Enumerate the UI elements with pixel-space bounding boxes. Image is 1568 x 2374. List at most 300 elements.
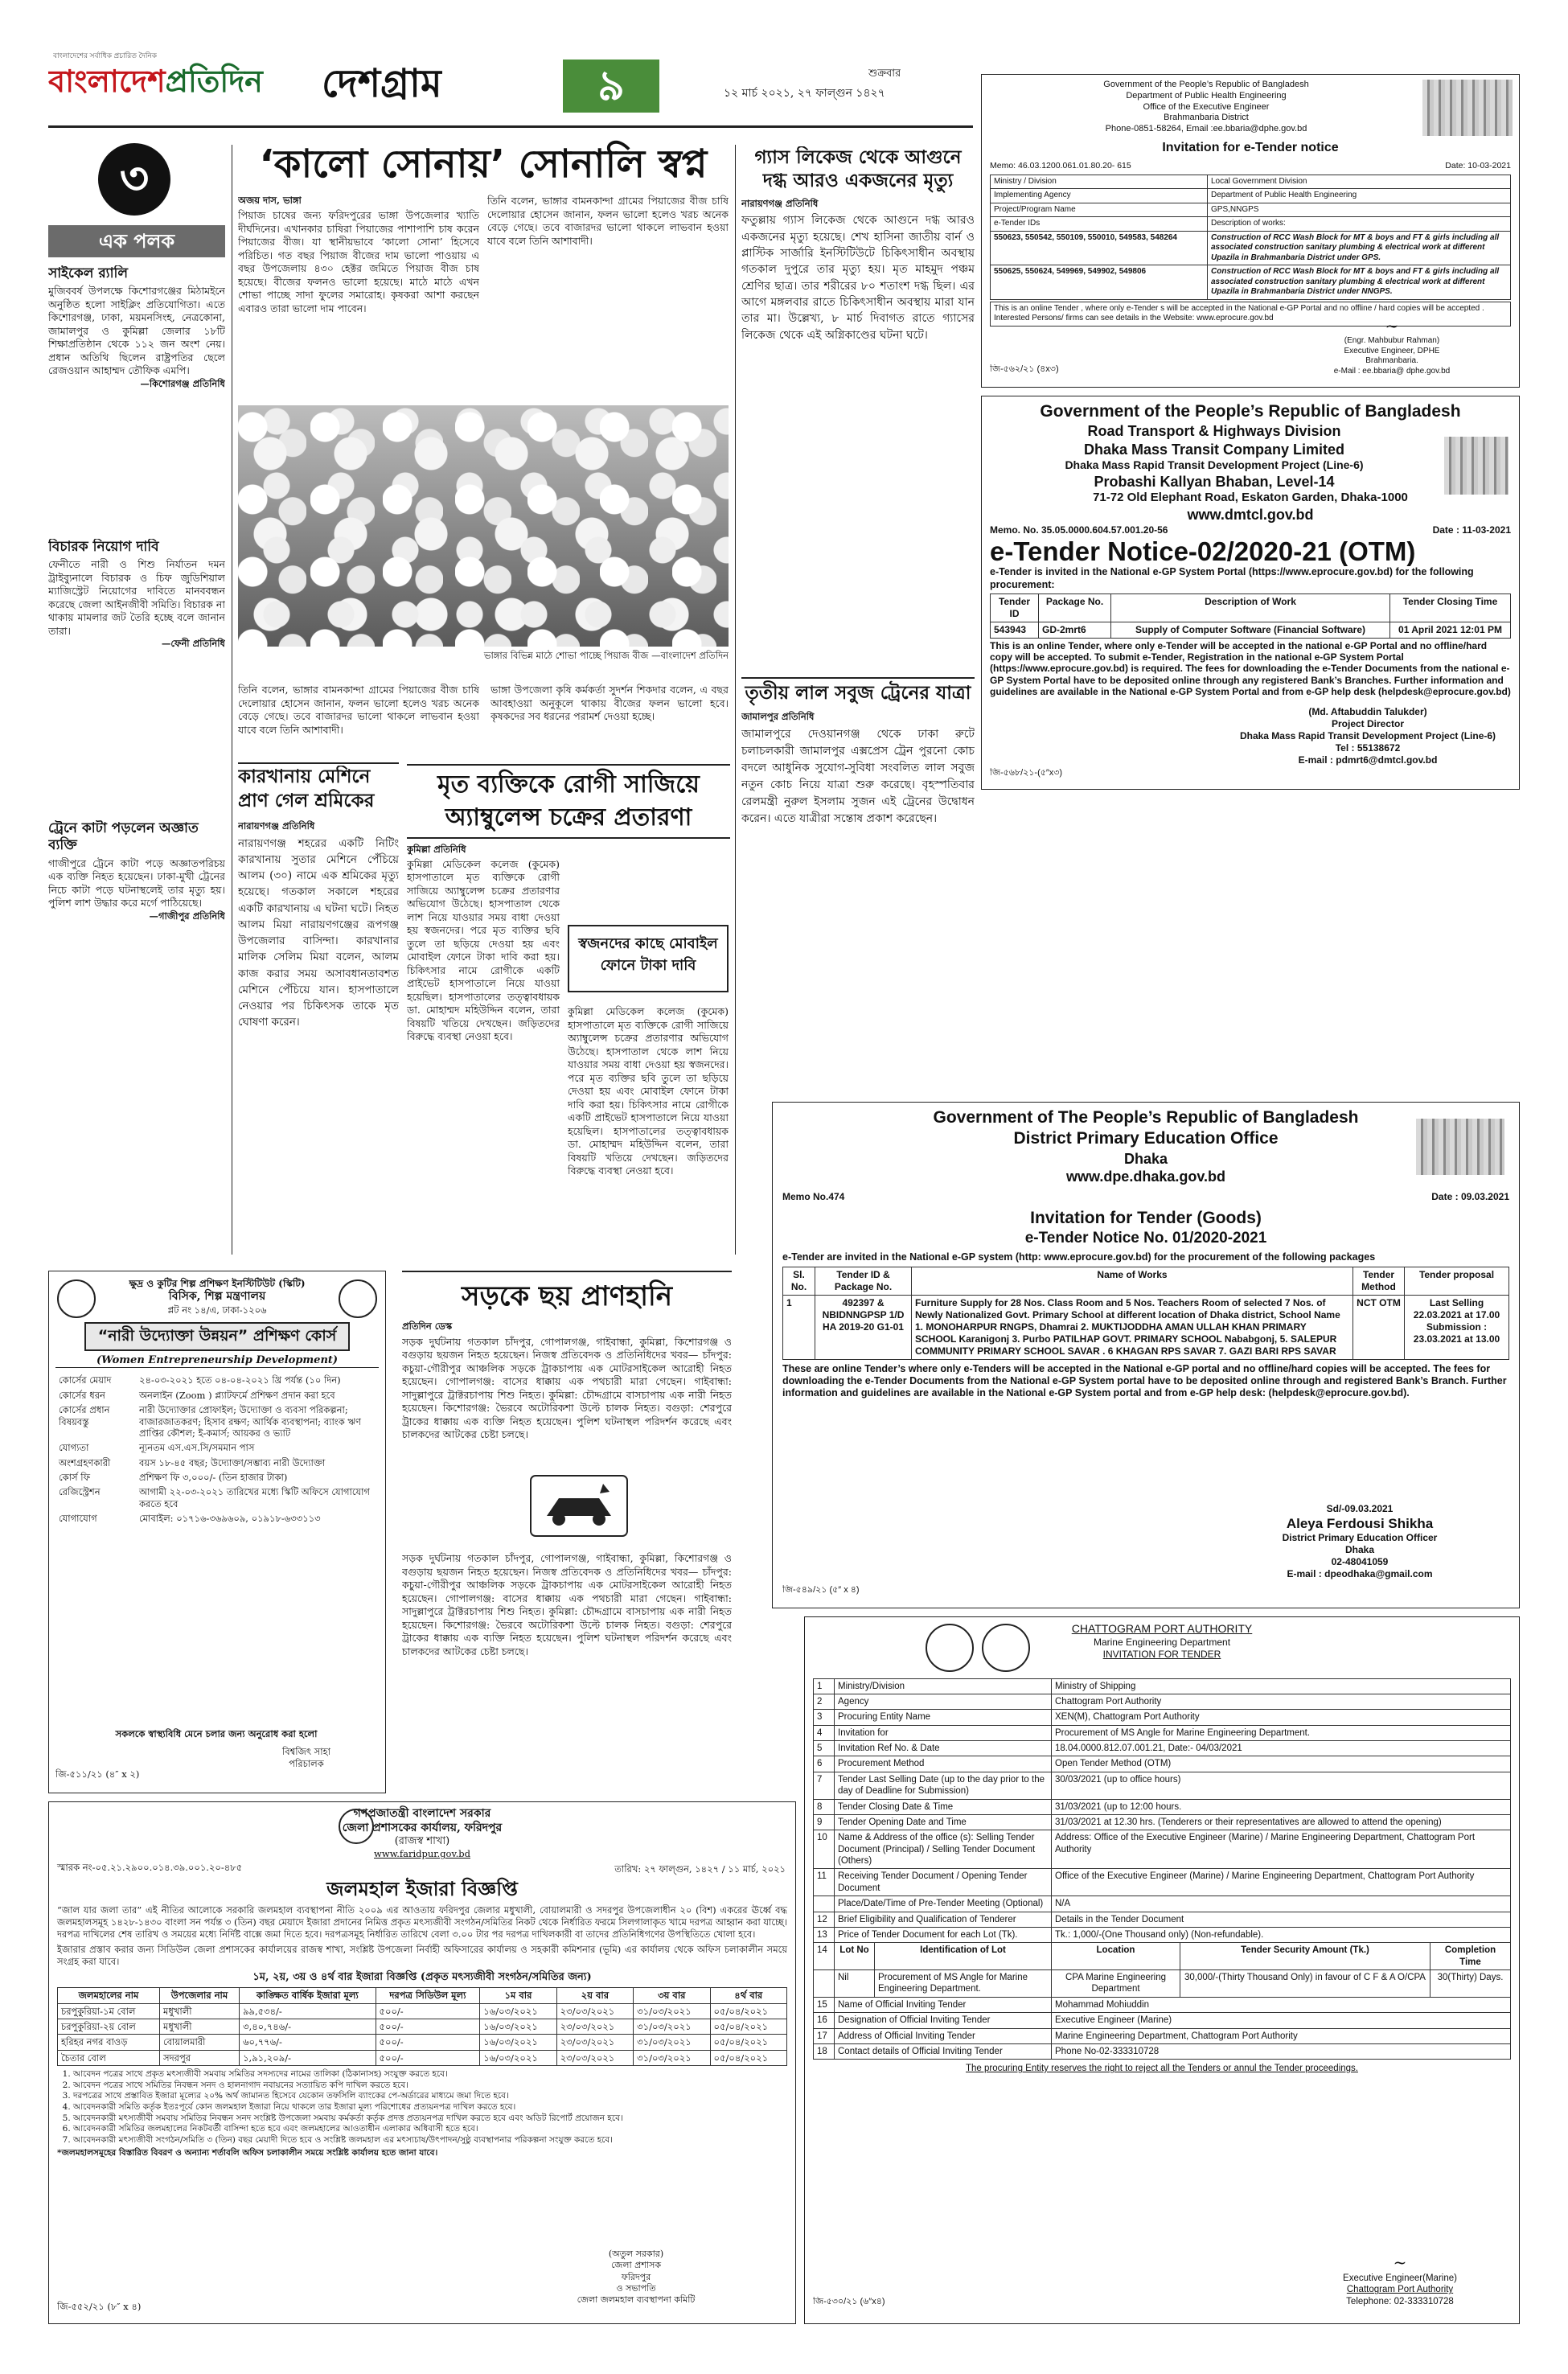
cell: XEN(M), Chattogram Port Authority — [1052, 1710, 1511, 1725]
column-header: Identification of Lot — [875, 1943, 1052, 1970]
road-body-continued: সড়ক দুর্ঘটনায় গতকাল চাঁদপুর, গোপালগঞ্জ, গাইবান্ধা, কুমিল্লা, কিশোরগঞ্জ ও বগুড়ায় ছয়জন নিহত হয়েছেন। নিজস্ব প্রতিবেদক ও প্রতিনিধিদের খবর— চাঁদপুর: কচুয়া-গৌরীপুর আঞ্চলিক সড়কে ট্রাকচাপায় এক মোটরসাইকেল আরোহী নিহত হয়েছেন। গোপালগঞ্জ: বাসের ধাক্কায় এক পথচারী মারা গেছেন। গাইবান্ধা: সাদুল্লাপুরে ট্রাক্টরচাপায় শিশু নিহত। কুমিল্লা: চৌদ্দগ্রামে বাসচাপায় এক নারী নিহত হয়েছেন। কিশোরগঞ্জ: ভৈরবে অটোরিকশা উল্টে চালক নিহত। বগুড়া: শেরপুরে ট্রাকের ধাক্কায় এক ব্যক্তি নিহত হয়েছেন। পুলিশ ঘটনাস্থল পরিদর্শন করেছে এবং চালকদের আটকের চেষ্টা চলছে। — [402, 1552, 732, 1657]
gas-body: ফতুল্লায় গ্যাস লিকেজ থেকে আগুনে দগ্ধ আরও একজনের মৃত্যু হয়েছে। শেখ হাসিনা জাতীয় বার্ন ও প্লাস্টিক সার্জারি ইনস্টিটিউটে চিকিৎসাধীন অবস্থায় গতকাল দুপুরে তার মৃত্যু হয়। মৃত মাহমুদ পঞ্চম শ্রেণির ছাত্র। তার শরীরের ৮০ শতাংশ দগ্ধ ছিল। এর আগে মঙ্গলবার রাতে চিকিৎসাধীন অবস্থায় মারা যান তার মা। উল্লেখ্য, ৮ মার্চ দিবাগত রাতে গ্যাসের লিকেজ থেকে এই অগ্নিকাণ্ডের ঘটনা ঘটে। — [741, 214, 975, 342]
dpe-org2: District Primary Education Office — [1013, 1129, 1279, 1148]
cell: ১৬/০৩/২০২১ — [480, 2003, 556, 2019]
cell: ৫০০/- — [376, 2050, 480, 2065]
ek-polok-item — [48, 820, 225, 1086]
cell: 3 — [814, 1710, 835, 1725]
dpe-org1: Government of The People’s Republic of Bangladesh — [933, 1108, 1359, 1127]
column-header: Tender proposal — [1405, 1267, 1509, 1296]
table-row — [55, 1373, 379, 1387]
cell: 30/03/2021 (up to office hours) — [1052, 1772, 1511, 1799]
column-header: দরপত্র সিডিউল মূল্য — [376, 1988, 480, 2003]
logo-right: প্রতিদিন — [165, 64, 263, 99]
dphe-signer-place: Brahmanbaria. — [1365, 356, 1418, 365]
train-body: জামালপুরে দেওয়ানগঞ্জ থেকে ঢাকা রুটে চলাচলকারী জামালপুর এক্সপ্রেস ট্রেন পুরনো কোচ বদলে আধুনিক সুযোগ-সুবিধা সংবলিত লাল সবুজ নতুন কোচ নিয়ে যাত্রা শুরু করেছে। বৃহস্পতিবার রেলমন্ত্রী নুরুল ইসলাম সুজন এই ট্রেনের উদ্বোধন করেন। এতে যাত্রীরা সন্তোষ প্রকাশ করেছেন। — [741, 727, 975, 825]
govt-emblem — [339, 1809, 374, 1844]
table-row — [55, 1388, 379, 1403]
car-crash-icon — [523, 1468, 635, 1544]
ek-polok-item-credit: —কিশোরগঞ্জ প্রতিনিধি — [140, 377, 225, 389]
cell: Tender Opening Date and Time — [835, 1814, 1052, 1830]
condition-item: 5. আবেদনকারী মৎস্যজীবী সমবায় সমিতির নিবন্ধন সনদ সংশ্লিষ্ট উপজেলা সমবায় কর্মকর্তা কর্তৃক প্রদত্ত প্রত্যয়নপত্র দাখিল করতে হবে এবং অডিট রিপোর্ট প্রয়োজন হবে। — [73, 2113, 787, 2125]
cell: ২৩/০৩/২০২১ — [556, 2035, 633, 2050]
cpa-phone: Telephone: 02-333310728 — [1346, 2296, 1454, 2306]
cell: N/A — [1052, 1896, 1511, 1912]
accident-illustration — [523, 1468, 635, 1544]
cell: ২৩/০৩/২০২১ — [556, 2003, 633, 2019]
dmtcl-memo: Memo. No. 35.05.0000.604.57.001.20-56 — [990, 524, 1168, 536]
detail-key: রেজিস্ট্রেশন — [59, 1486, 101, 1498]
column-header: ১ম বার — [480, 1988, 556, 2003]
cell: Place/Date/Time of Pre-Tender Meeting (Optional) — [835, 1896, 1052, 1912]
table-row — [58, 2050, 787, 2065]
cell: ০৫/০৪/২০২১ — [710, 2035, 786, 2050]
dmtcl-ad — [981, 396, 1520, 790]
road-byline: প্রতিদিন ডেস্ক — [402, 1320, 453, 1332]
page-date: ১২ মার্চ ২০২১, ২৭ ফাল্গুন ১৪২৭ — [724, 87, 885, 100]
cell: Name of Official Inviting Tender — [835, 1997, 1052, 2012]
faridpur-conditions — [57, 2069, 787, 2146]
cell: Address of Official Inviting Tender — [835, 2028, 1052, 2043]
dphe-memo: Memo: 46.03.1200.061.01.80.20- 615 — [990, 160, 1131, 170]
ambulance-body-continued: কুমিল্লা মেডিকেল কলেজ (কুমেক) হাসপাতালে মৃত ব্যক্তিকে রোগী সাজিয়ে অ্যাম্বুলেন্স চক্রের প্রতারণার অভিযোগ উঠেছে। হাসপাতাল থেকে লাশ নিয়ে যাওয়ার সময় বাধা দেওয়া হয় স্বজনদের। পরে মৃত ব্যক্তির ছবি তুলে তা ছড়িয়ে দেওয়া হয় এবং মোবাইল ফোনে টাকা দাবি করা হয়। চিকিৎসার নামে রোগীকে একটি প্রাইভেট হাসপাতালে নিয়ে যাওয়া হয়েছিল। হাসপাতালের তত্ত্বাবধায়ক ডা. মোহাম্মদ মহিউদ্দিন বলেন, তারা বিষয়টি খতিয়ে দেখছেন। জড়িতদের বিরুদ্ধে ব্যবস্থা নেওয়া হবে। — [568, 1005, 729, 1177]
table-row — [814, 2013, 1511, 2028]
cell: Implementing Agency — [991, 189, 1208, 203]
cell: Designation of Official Inviting Tender — [835, 2013, 1052, 2028]
table-row — [55, 1485, 379, 1511]
cell: Tk.: 1,000/-(One Thousand only) (Non-refundable). — [1052, 1927, 1511, 1942]
cell: Nil — [835, 1970, 875, 1998]
cell: Procuring Entity Name — [835, 1710, 1052, 1725]
ek-polok-item — [48, 265, 225, 507]
table-row — [55, 1440, 379, 1455]
faridpur-memo: স্মারক নং-০৫.২১.২৯০০.০১৪.৩৯.০০১.২০-৪৮৫ — [57, 1862, 243, 1874]
table-row — [814, 1970, 1511, 1998]
cell: ২৩/০৩/২০২১ — [556, 2050, 633, 2065]
column-header: Lot No — [835, 1943, 875, 1970]
faridpur-table-title: ১ম, ২য়, ৩য় ও ৪র্থ বার ইজারা বিজ্ঞপ্তি (প্রকৃত মৎস্যজীবী সংগঠন/সমিতির জন্য) — [252, 1970, 592, 1983]
column-header: Tender Closing Time — [1390, 594, 1511, 622]
faridpur-title: জলমহাল ইজারা বিজ্ঞপ্তি — [326, 1878, 518, 1901]
cell: Brief Eligibility and Qualification of Tenderer — [835, 1912, 1052, 1927]
column-header: Tender Security Amount (Tk.) — [1180, 1943, 1430, 1970]
dphe-date: Date: 10-03-2021 — [1445, 160, 1511, 170]
faridpur-org2: জেলা প্রশাসকের কার্যালয়, ফরিদপুর — [342, 1821, 503, 1834]
dphe-signer-title: Executive Engineer, DPHE — [1344, 346, 1440, 355]
page-number-badge — [563, 60, 659, 113]
mujib-borsho-banner — [1444, 437, 1508, 495]
karkhana-byline: নারায়ণগঞ্জ প্রতিনিধি — [238, 819, 315, 832]
column-header: ২য় বার — [556, 1988, 633, 2003]
dpe-ad — [772, 1102, 1520, 1608]
table-row — [814, 1741, 1511, 1756]
cell: Invitation for — [835, 1725, 1052, 1740]
ambulance-story — [407, 764, 730, 1255]
detail-value: আগামী ২২-০৩-২০২১ তারিখের মধ্যে স্কিটি অফিসে যোগাযোগ করতে হবে — [139, 1486, 370, 1509]
cell: Furniture Supply for 28 Nos. Class Room and 5 Nos. Teachers Room of selected 7 Nos. of Newly Nationalized Govt. Primary School at different location of Dhaka district, School Name 1. MONOHARPUR RNGPS, Dhamrai 2. MUKTIJODDHA AMAN ULLAH KHAN PRIMARY SCHOOL Karanigonj 3. Purbo PATILHAP GOVT. PRIMARY SCHOOL Nababgonj, 5. SALEPUR COMMUNITY PRIMARY SCHOOL SAVAR . 6 KHAGAN RPS SAVAR 7. GAZI BARI RPS SAVAR — [912, 1296, 1353, 1360]
cell: Procurement Method — [835, 1756, 1052, 1772]
dmtcl-title: e-Tender Notice-02/2020-21 (OTM) — [990, 536, 1416, 566]
column-header: Name of Works — [912, 1267, 1353, 1296]
cell: 01 April 2021 12:01 PM — [1390, 622, 1511, 638]
condition-item: 6. আবেদনকারী সমিতির জলমহালের নিকটবর্তী বাসিন্দা হতে হবে এবং জলমহালের আওতাধীন এলাকার অধিবাসী হতে হবে। — [73, 2124, 787, 2135]
table-row — [814, 1830, 1511, 1869]
cell: 543943 — [991, 622, 1039, 638]
lead-byline: অজয় দাস, ভাঙ্গা — [238, 195, 302, 206]
jalmohal-table — [57, 1987, 787, 2066]
condition-item: 2. আবেদন পত্রের সাথে সমিতির নিবন্ধন সনদ ও হালনাগাদ নবায়নের সত্যায়িত কপি দাখিল করতে হবে। — [73, 2080, 787, 2092]
cell: Tender Closing Date & Time — [835, 1799, 1052, 1814]
cpa-signer — [1303, 2253, 1496, 2307]
dpe-intro: e-Tender are invited in the National e-GP system (http: www.eprocure.gov.bd) for the procurement of the following packages — [782, 1251, 1376, 1263]
ek-polok-item-credit: —গাজীপুর প্রতিনিধি — [149, 910, 225, 922]
dpe-phone: 02-48041059 — [1331, 1556, 1389, 1568]
cell: ০৫/০৪/২০২১ — [710, 2003, 786, 2019]
dphe-ad — [981, 74, 1520, 388]
dmtcl-notes: This is an online Tender, where only e-Tender will be accepted in the national e-GP Portal and no offline/hard copy will be accepted. To submit e-Tender, Registration in the national e-GP System Portal (https://www.eprocure.gov.bd) is required. The fees for downloading the e-Tender Documents from the national e-GP System Portal have to be deposited online through any registered Bank’s Branches. Further information and guidelines are available in the National e-GP System Portal and from e-GP help desk (helpdesk@eprocure.gov.bd) — [990, 639, 1511, 698]
faridpur-body: “জাল যার জলা তার” এই নীতির আলোকে সরকারি জলমহাল ব্যবস্থাপনা নীতি ২০০৯ এর আওতায় ফরিদপুর জেলার মধুখালী, বোয়ালমারী ও সদরপুর উপজেলাধীন ২০ (বিশ) একরের ঊর্ধ্বে বদ্ধ জলমহালসমূহ ১৪২৮-১৪৩০ বাংলা সন পর্যন্ত ৩ (তিন) বছর মেয়াদে ইজারা প্রদানের নিমিত্ত প্রকৃত মৎস্যজীবী সংগঠন/সমিতির নিকট থেকে নির্ধারিত ফরমে সিলগালাকৃত খামে দরপত্র আহ্বান করা যাচ্ছে। দরপত্র দাখিলের শেষ তারিখ ও সময়ের মধ্যে নির্দিষ্ট বাক্সে জমা দিতে হবে। দরপত্রসমূহ নির্ধারিত তারিখে বেলা ৩.০০ টার পর দরপত্র দাখিলকারী বা তাদের প্রতিনিধিগণের উপস্থিতিতে খোলা হবে। — [57, 1904, 787, 1941]
column-header: Location — [1052, 1943, 1180, 1970]
cell: 2 — [814, 1694, 835, 1709]
dphe-org2: Department of Public Health Engineering — [1126, 90, 1287, 101]
table-row — [814, 1927, 1511, 1942]
ek-polok-item-title: বিচারক নিয়োগ দাবি — [48, 539, 159, 555]
detail-value: ২৪-০৩-২০২১ হতে ০৪-০৪-২০২১ খ্রি পর্যন্ত (১০ দিন) — [139, 1374, 341, 1386]
cell: ৫০০/- — [376, 2019, 480, 2034]
cpa-signer-org: Chattogram Port Authority — [1346, 2285, 1454, 2295]
dmtcl-email: E-mail : pdmrt6@dmtcl.gov.bd — [1298, 754, 1438, 766]
table-header-row — [814, 1943, 1511, 1970]
faridpur-ref: জি-৫৫২/২১ (৮″ x ৪) — [57, 2301, 142, 2312]
road-headline: সড়কে ছয় প্রাণহানি — [402, 1271, 732, 1320]
cell: ১৬/০৩/২০২১ — [480, 2019, 556, 2034]
cell: Office of the Executive Engineer (Marine) / Marine Engineering Department, Chattogram Port Authority — [1052, 1869, 1511, 1896]
table-row — [991, 265, 1511, 300]
table-row — [991, 189, 1511, 203]
karkhana-body: নারায়ণগঞ্জ শহরের একটি নিটিং কারখানায় সুতার মেশিনে পেঁচিয়ে আলম (৩০) নামে এক শ্রমিকের মৃত্যু হয়েছে। গতকাল সকালে শহরের একটি কারখানায় এ ঘটনা ঘটে। নিহত আলম মিয়া নারায়ণগঞ্জের রূপগঞ্জ উপজেলার বাসিন্দা। কারখানার মালিক সেলিম মিয়া বলেন, আলম কাজ করার সময় অসাবধানতাবশত মেশিনে পেঁচিয়ে যান। হাসপাতালে নেওয়ার পর চিকিৎসক তাকে মৃত ঘোষণা করেন। — [238, 836, 399, 1029]
table-row — [991, 622, 1511, 638]
cell: Ministry / Division — [991, 175, 1208, 189]
cpa-ad — [804, 1616, 1520, 2324]
detail-value: বয়স ১৮-৪৫ বছর; উদ্যোক্তা/সম্ভাব্য নারী উদ্যোক্তা — [139, 1456, 326, 1468]
dmtcl-ref: জি-৫৬৮/২১-(৫″x৩) — [990, 768, 1063, 778]
dpe-memo-line — [782, 1191, 1509, 1203]
bisic-details-table — [55, 1373, 379, 1526]
table-row — [814, 1912, 1511, 1927]
cell: Procurement of MS Angle for Marine Engineering Department. — [1052, 1725, 1511, 1740]
cell: ১,৯১,২০৯/- — [240, 2050, 376, 2065]
cell: চরপুকুরিয়া-২য় বোল — [58, 2019, 160, 2034]
dphe-signer-name: (Engr. Mahbubur Rahman) — [1344, 336, 1440, 345]
cell: 4 — [814, 1725, 835, 1740]
dphe-org3: Office of the Executive Engineer — [1143, 101, 1270, 112]
gas-byline: নারায়ণগঞ্জ প্রতিনিধি — [741, 197, 819, 209]
table-row — [55, 1456, 379, 1470]
mujib-logo — [982, 1624, 1030, 1672]
ek-polok-header: এক পলক — [48, 225, 225, 257]
table-row — [814, 1772, 1511, 1799]
bisic-signer — [234, 1746, 379, 1770]
gas-headline: গ্যাস লিকেজ থেকে আগুনে দগ্ধ আরও একজনের মৃত্যু — [754, 147, 962, 191]
cell: ৬০,৭৭৬/- — [240, 2035, 376, 2050]
table-row — [814, 1678, 1511, 1694]
dpe-signer-place: Dhaka — [1344, 1544, 1375, 1556]
dpe-org3: Dhaka — [1123, 1150, 1168, 1167]
lead-headline: ‘কালো সোনায়’ সোনালি স্বপ্ন — [259, 142, 708, 187]
dpe-sd: Sd/-09.03.2021 — [1326, 1503, 1394, 1514]
logo-left: বাংলাদেশ — [48, 64, 166, 99]
dmtcl-org4: Dhaka Mass Rapid Transit Development Project (Line-6) — [1065, 458, 1364, 472]
cpa-lot-table — [813, 1942, 1511, 1998]
cell: 31/03/2021 (up to 12:00 hours. — [1052, 1799, 1511, 1814]
cpa-signer-title: Executive Engineer(Marine) — [1343, 2273, 1457, 2283]
bisic-title: “নারী উদ্যোক্তা উন্নয়ন” প্রশিক্ষণ কোর্স — [84, 1322, 350, 1351]
ek-polok-item-body: মুজিববর্ষ উপলক্ষে কিশোরগঞ্জের মিঠামইনে অনুষ্ঠিত হলো সাইক্লিং প্রতিযোগিতা। এতে কিশোরগঞ্জ, ঢাকা, ময়মনসিংহ, নেত্রকোনা, জামালপুর ও কুমিল্লা জেলার ১৮টি শিক্ষাপ্রতিষ্ঠান থেকে ১১২ জন অংশ নেয়। প্রধান অতিথি ছিলেন রাষ্ট্রপতির ছেলে রেজওয়ান আহাম্মদ তৌফিক এমপি। — [48, 285, 225, 377]
newspaper-logo — [48, 63, 314, 119]
cell: মধুখালী — [159, 2003, 239, 2019]
cell: 31/03/2021 at 12.30 hrs. (Tenderers or their representatives are allowed to attend the opening) — [1052, 1814, 1511, 1830]
cell: Description of works: — [1208, 217, 1511, 232]
ambulance-pull-quote: স্বজনদের কাছে মোবাইল ফোনে টাকা দাবি — [568, 925, 729, 992]
ek-polok-column — [48, 137, 225, 1263]
column-header: ৩য় বার — [634, 1988, 710, 2003]
faridpur-signer-place: ফরিদপুর — [621, 2271, 651, 2282]
dphe-org1: Government of the People’s Republic of Bangladesh — [1103, 80, 1309, 89]
faridpur-signer — [532, 2249, 741, 2306]
detail-key: কোর্স ফি — [59, 1472, 90, 1484]
dmtcl-signer-title: Project Director — [1331, 718, 1405, 729]
cell: Marine Engineering Department, Chattogram Port Authority — [1052, 2028, 1511, 2043]
table-row — [783, 1296, 1509, 1360]
ambulance-byline: কুমিল্লা প্রতিনিধি — [407, 844, 466, 855]
table-row — [814, 1869, 1511, 1896]
bisic-ref: জি-৫১১/২১ (৪″ x ২) — [55, 1768, 140, 1780]
cell: 10 — [814, 1830, 835, 1869]
table-row — [55, 1470, 379, 1485]
cell: 492397 & NBIDNNGPSP 1/D HA 2019-20 G1-01 — [815, 1296, 912, 1360]
detail-value: প্রশিক্ষণ ফি ৩,০০০/- (তিন হাজার টাকা) — [139, 1472, 288, 1484]
dpe-subtitle: e-Tender Notice No. 01/2020-2021 — [1024, 1229, 1267, 1247]
dmtcl-org3: Dhaka Mass Transit Company Limited — [1083, 441, 1345, 458]
dphe-footer: This is an online Tender , where only e-Tender s will be accepted in the National e-GP Portal and no offline / hard copies will be accepted . Interested Persons/ firms can see details in the Website: www.eprocure.gov.bd — [990, 302, 1511, 327]
cell: Open Tender Method (OTM) — [1052, 1756, 1511, 1772]
bisic-subtitle: (Women Entrepreneurship Development) — [55, 1354, 379, 1368]
cell: Tender Last Selling Date (up to the day prior to the day of Deadline for Submission) — [835, 1772, 1052, 1799]
cell: Mohammad Mohiuddin — [1052, 1997, 1511, 2012]
column-header: Sl. No. — [783, 1267, 815, 1296]
cell: Chattogram Port Authority — [1052, 1694, 1511, 1709]
table-row — [991, 175, 1511, 189]
dphe-table — [990, 175, 1511, 300]
masthead-rule — [48, 125, 973, 128]
cell: 550623, 550542, 550109, 550010, 549583, 548264 — [991, 231, 1208, 265]
cpa-table — [813, 1678, 1511, 1944]
cell: 5 — [814, 1741, 835, 1756]
detail-key: যোগাযোগ — [59, 1513, 97, 1525]
faridpur-web: www.faridpur.gov.bd — [374, 1848, 470, 1860]
bisic-ad — [48, 1271, 386, 1793]
cell: ২৩/০৩/২০২১ — [556, 2019, 633, 2034]
dmtcl-org6: 71-72 Old Elephant Road, Eskaton Garden, Dhaka-1000 — [1093, 491, 1408, 505]
faridpur-signer-committee: জেলা জলমহাল ব্যবস্থাপনা কমিটি — [577, 2294, 696, 2306]
dpe-notes: These are online Tender’s where only e-Tenders will be accepted in the National e-GP portal and no offline/hard copies will be accepted. The fees for downloading the e-Tender Documents from the National e-GP System portal have to be deposited online through and registered Bank’s Branch. Further information and guidelines are available in the National e-GP System portal and from e-GP help desk: (helpdesk@eprocure.gov.bd). — [782, 1363, 1507, 1399]
cell — [814, 1970, 835, 1998]
cell: Ministry/Division — [835, 1678, 1052, 1694]
cell: 550625, 550624, 549969, 549902, 549806 — [991, 265, 1208, 300]
ek-polok-item — [48, 539, 225, 804]
faridpur-footer-note: *জলমহালসমূহের বিস্তারিত বিবরণ ও অন্যান্য শর্তাবলি অফিস চলাকালীন সময়ে সংশ্লিষ্ট কার্যালয় হতে জানা যাবে। — [57, 2147, 438, 2158]
bisic-sign-title: পরিচালক — [289, 1757, 324, 1769]
dpe-title: Invitation for Tender (Goods) — [1030, 1208, 1262, 1227]
mujib-borsho-banner — [1422, 80, 1513, 136]
cell: GD-2mrt6 — [1039, 622, 1111, 638]
dpe-signer-name: Aleya Ferdousi Shikha — [1286, 1516, 1434, 1531]
bisic-logo — [57, 1279, 96, 1318]
dphe-memo-line — [990, 161, 1511, 171]
road-story — [402, 1271, 732, 1793]
cell: ৯৯,৫৩৪/- — [240, 2003, 376, 2019]
train-headline: তৃতীয় লাল সবুজ ট্রেনের যাত্রা — [741, 677, 975, 706]
column-header: Package No. — [1039, 594, 1111, 622]
cell: 13 — [814, 1927, 835, 1942]
cpa-dept: Marine Engineering Department — [1093, 1636, 1231, 1648]
cell: 17 — [814, 2028, 835, 2043]
cell: Price of Tender Document for each Lot (Tk). — [835, 1927, 1052, 1942]
train-byline: জামালপুর প্রতিনিধি — [741, 710, 815, 722]
cell: Department of Public Health Engineering — [1208, 189, 1511, 203]
cell: Construction of RCC Wash Block for MT & boys and FT & girls including all associated construction sanitary plumbing & electrical work at different Upazila in Brahmanbaria District under GPS. — [1208, 231, 1511, 265]
condition-item: 4. আবেদনকারী সমিতি কর্তৃক ইতঃপূর্বে কোন জলমহাল ইজারা নিয়ে থাকলে তার ইজারা মূল্য পরিশোধের প্রত্যয়নপত্র দাখিল করতে হবে। — [73, 2102, 787, 2113]
cell: Details in the Tender Document — [1052, 1912, 1511, 1927]
detail-key: কোর্সের ধরন — [59, 1389, 105, 1401]
cell: Name & Address of the office (s): Selling Tender Document (Principal) / Selling Tender Document (Others) — [835, 1830, 1052, 1869]
dmtcl-table — [990, 594, 1511, 639]
ambulance-body: কুমিল্লা মেডিকেল কলেজ (কুমেক) হাসপাতালে মৃত ব্যক্তিকে রোগী সাজিয়ে অ্যাম্বুলেন্স চক্রের প্রতারণার অভিযোগ উঠেছে। হাসপাতাল থেকে লাশ নিয়ে যাওয়ার সময় বাধা দেওয়া হয় স্বজনদের। পরে মৃত ব্যক্তির ছবি তুলে তা ছড়িয়ে দেওয়া হয় এবং মোবাইল ফোনে টাকা দাবি করা হয়। চিকিৎসার নামে রোগীকে একটি প্রাইভেট হাসপাতালে নিয়ে যাওয়া হয়েছিল। হাসপাতালের তত্ত্বাবধায়ক ডা. মোহাম্মদ মহিউদ্দিন বলেন, তারা বিষয়টি খতিয়ে দেখছেন। জড়িতদের বিরুদ্ধে ব্যবস্থা নেওয়া হবে। — [407, 857, 560, 1043]
bisic-sign-name: বিশ্বজিৎ সাহা — [282, 1746, 330, 1757]
detail-value: অনলাইন (Zoom ) প্ল্যাটফর্মে প্রশিক্ষণ প্রদান করা হবে — [139, 1389, 335, 1401]
dmtcl-org1: Government of the People’s Republic of Bangladesh — [1040, 402, 1461, 421]
dmtcl-tel: Tel : 55138672 — [1335, 742, 1401, 754]
ek-polok-item-body: গাজীপুরে ট্রেনে কাটা পড়ে অজ্ঞাতপরিচয় এক ব্যক্তি নিহত হয়েছেন। ঢাকা-মুখী ট্রেনের নিচে কাটা পড়ে ঘটনাস্থলেই তার মৃত্যু হয়। পুলিশ লাশ উদ্ধার করে মর্গে পাঠিয়েছে। — [48, 856, 225, 909]
ek-polok-icon — [98, 143, 170, 216]
cell: চৈতার বোল — [58, 2050, 160, 2065]
lead-story — [238, 138, 729, 669]
dpe-date: Date : 09.03.2021 — [1431, 1190, 1509, 1202]
column-header: Tender ID — [991, 594, 1039, 622]
cpa-title: INVITATION FOR TENDER — [1102, 1648, 1221, 1660]
table-row — [814, 1694, 1511, 1709]
ek-polok-item-body: ফেনীতে নারী ও শিশু নির্যাতন দমন ট্রাইব্যুনালে বিচারক ও চিফ জুডিশিয়াল ম্যাজিস্ট্রেট নিয়োগের দাবিতে মানববন্ধন করেছে জেলা আইনজীবী সমিতি। বিচারক না থাকায় মামলার জট তৈরি হচ্ছে বলে জানান তারা। — [48, 558, 225, 637]
gas-story — [741, 146, 975, 661]
cell: 16 — [814, 2013, 835, 2028]
karkhana-headline: কারখানায় মেশিনে প্রাণ গেল শ্রমিকের — [238, 766, 375, 811]
lead-body-continued: তিনি বলেন, ভাঙ্গার বামনকান্দা গ্রামের পিয়াজের বীজ চাষি দেলোয়ার হোসেন জানান, ফলন ভালো হলেও খরচ অনেক বেড়ে গেছে। তবে বাজারদর ভালো থাকলে লাভবান হওয়া যাবে বলে তিনি আশাবাদী। — [487, 195, 729, 247]
cell: চরপুকুরিয়া-১ম বোল — [58, 2003, 160, 2019]
cell: 9 — [814, 1814, 835, 1830]
page-day: শুক্রবার — [868, 68, 901, 80]
masthead — [48, 48, 973, 137]
cell: হরিহর নগর বাওড় — [58, 2035, 160, 2050]
mujib-borsho-banner — [1416, 1119, 1504, 1175]
table-header-row — [58, 1988, 787, 2003]
dmtcl-web: www.dmtcl.gov.bd — [1187, 507, 1314, 523]
lead-photo-caption: ভাঙ্গার বিভিন্ন মাঠে শোভা পাচ্ছে পিয়াজ বীজ —বাংলাদেশ প্রতিদিন — [483, 650, 729, 661]
table-row — [991, 217, 1511, 232]
cell: ১৬/০৩/২০২১ — [480, 2035, 556, 2050]
condition-item: 7. আবেদনকারী মৎস্যজীবী সংগঠন/সমিতি ৩ (তিন) বছর মেয়াদী দিতে হবে ও সংশ্লিষ্ট জলমহাল এর মৎস্যচাষ/উৎপাদন/সুষ্ঠু ব্যবস্থাপনার পরিকল্পনা সংযুক্ত করতে হবে। — [73, 2135, 787, 2146]
ek-polok-icon-label: ৩ — [119, 153, 150, 205]
cell: ০৫/০৪/২০২১ — [710, 2019, 786, 2034]
table-row — [814, 1799, 1511, 1814]
cell: GPS,NNGPS — [1208, 203, 1511, 217]
cpa-org: CHATTOGRAM PORT AUTHORITY — [1071, 1622, 1253, 1635]
dmtcl-signer-name: (Md. Aftabuddin Talukder) — [1308, 706, 1427, 717]
faridpur-signer-title: জেলা প্রশাসক — [610, 2260, 662, 2271]
faridpur-org1: গণপ্রজাতন্ত্রী বাংলাদেশ সরকার — [353, 1807, 491, 1820]
bisic-org: বিসিক, শিল্প মন্ত্রণালয় — [168, 1290, 266, 1303]
detail-key: কোর্সের মেয়াদ — [59, 1374, 112, 1386]
bisic-address: প্লট নং ১৪/এ, ঢাকা-১২০৬ — [167, 1304, 267, 1316]
dphe-signer-email: e-Mail : ee.bbaria@ dphe.gov.bd — [1333, 366, 1451, 376]
road-body: সড়ক দুর্ঘটনায় গতকাল চাঁদপুর, গোপালগঞ্জ, গাইবান্ধা, কুমিল্লা, কিশোরগঞ্জ ও বগুড়ায় ছয়জন নিহত হয়েছেন। নিজস্ব প্রতিবেদক ও প্রতিনিধিদের খবর— চাঁদপুর: কচুয়া-গৌরীপুর আঞ্চলিক সড়কে ট্রাকচাপায় এক মোটরসাইকেল আরোহী নিহত হয়েছেন। গোপালগঞ্জ: বাসের ধাক্কায় এক পথচারী মারা গেছেন। গাইবান্ধা: সাদুল্লাপুরে ট্রাক্টরচাপায় শিশু নিহত। কুমিল্লা: চৌদ্দগ্রামে বাসচাপায় এক নারী নিহত হয়েছেন। কিশোরগঞ্জ: ভৈরবে অটোরিকশা উল্টে চালক নিহত। বগুড়া: শেরপুরে ট্রাকের ধাক্কায় এক ব্যক্তি নিহত হয়েছেন। পুলিশ ঘটনাস্থল পরিদর্শন করেছে এবং চালকদের আটকের চেষ্টা চলছে। — [402, 1335, 732, 1441]
cell: 18 — [814, 2043, 835, 2059]
table-row — [814, 2028, 1511, 2043]
detail-key: অংশগ্রহণকারী — [59, 1456, 111, 1468]
dmtcl-org5: Probashi Kallyan Bhaban, Level-14 — [1094, 473, 1335, 490]
dphe-ref: জি-৫৬২/২১ (৪x৩) — [990, 364, 1059, 374]
cell — [814, 1896, 835, 1912]
table-row — [991, 231, 1511, 265]
cell: e-Tender IDs — [991, 217, 1208, 232]
column-header: কাঙ্ক্ষিত বার্ষিক ইজারা মূল্য — [240, 1988, 376, 2003]
faridpur-org3: (রাজস্ব শাখা) — [394, 1835, 450, 1847]
dphe-signer — [1287, 316, 1496, 376]
table-row — [991, 203, 1511, 217]
cell: সদরপুর — [159, 2050, 239, 2065]
table-header-row — [991, 594, 1511, 622]
cell: Executive Engineer (Marine) — [1052, 2013, 1511, 2028]
bisic-org-top: ক্ষুদ্র ও কুটির শিল্প প্রশিক্ষণ ইনস্টিটিউট (স্কিটি) — [129, 1278, 306, 1289]
condition-item: 3. দরপত্রের সাথে প্রস্তাবিত ইজারা মূল্যের ২০% অর্থ জামানত হিসেবে যেকোন তফসিলি ব্যাংকের পে-অর্ডারের মাধ্যমে জমা দিতে হবে। — [73, 2091, 787, 2102]
cell: ৫০০/- — [376, 2003, 480, 2019]
detail-value: ন্যূনতম এস.এস.সি/সমমান পাস — [139, 1442, 255, 1454]
cell: ৩১/০৩/২০২১ — [634, 2003, 710, 2019]
cell: ৩১/০৩/২০২১ — [634, 2019, 710, 2034]
lead-body-tail: ভাঙ্গা উপজেলা কৃষি কর্মকর্তা সুদর্শন শিকদার বলেন, এ বছর আবহাওয়া অনুকূলে থাকায় বীজের ফলন ভালো হবে। কৃষকদের সব ধরনের পরামর্শ দেওয়া হচ্ছে। — [491, 684, 729, 722]
cell: 6 — [814, 1756, 835, 1772]
cell: বোয়ালমারী — [159, 2035, 239, 2050]
table-row — [814, 1725, 1511, 1740]
dmtcl-org2: Road Transport & Highways Division — [1087, 423, 1341, 440]
column-header: ৪র্থ বার — [710, 1988, 786, 2003]
column-header: উপজেলার নাম — [159, 1988, 239, 2003]
cell: Supply of Computer Software (Financial Software) — [1111, 622, 1390, 638]
faridpur-body2: ইজারার প্রস্তাব করার জন্য সিডিউল জেলা প্রশাসকের কার্যালয়ের রাজস্ব শাখা, সংশ্লিষ্ট উপজেলা নির্বাহী অফিসারের কার্যালয় ও সহকারী কমিশনার (ভূমি) এর কার্যালয় থেকে অফিস চলাকালীন সময়ে সংগ্রহ করা যাবে। — [57, 1943, 787, 1967]
dmtcl-date: Date : 11-03-2021 — [1432, 524, 1511, 536]
cell: Local Government Division — [1208, 175, 1511, 189]
faridpur-date: তারিখ: ২৭ ফাল্গুন, ১৪২৭ / ১১ মার্চ, ২০২১ — [614, 1863, 786, 1875]
table-row — [814, 1814, 1511, 1830]
table-row — [814, 1896, 1511, 1912]
detail-key: কোর্সের প্রধান বিষয়বস্তু — [59, 1404, 110, 1427]
detail-key: যোগ্যতা — [59, 1442, 89, 1454]
karkhana-story — [238, 766, 399, 1232]
table-row — [814, 1997, 1511, 2012]
cell: Invitation Ref No. & Date — [835, 1741, 1052, 1756]
dpe-email: E-mail : dpeodhaka@gmail.com — [1287, 1568, 1433, 1580]
cell: 8 — [814, 1799, 835, 1814]
cell: ০৫/০৪/২০২১ — [710, 2050, 786, 2065]
